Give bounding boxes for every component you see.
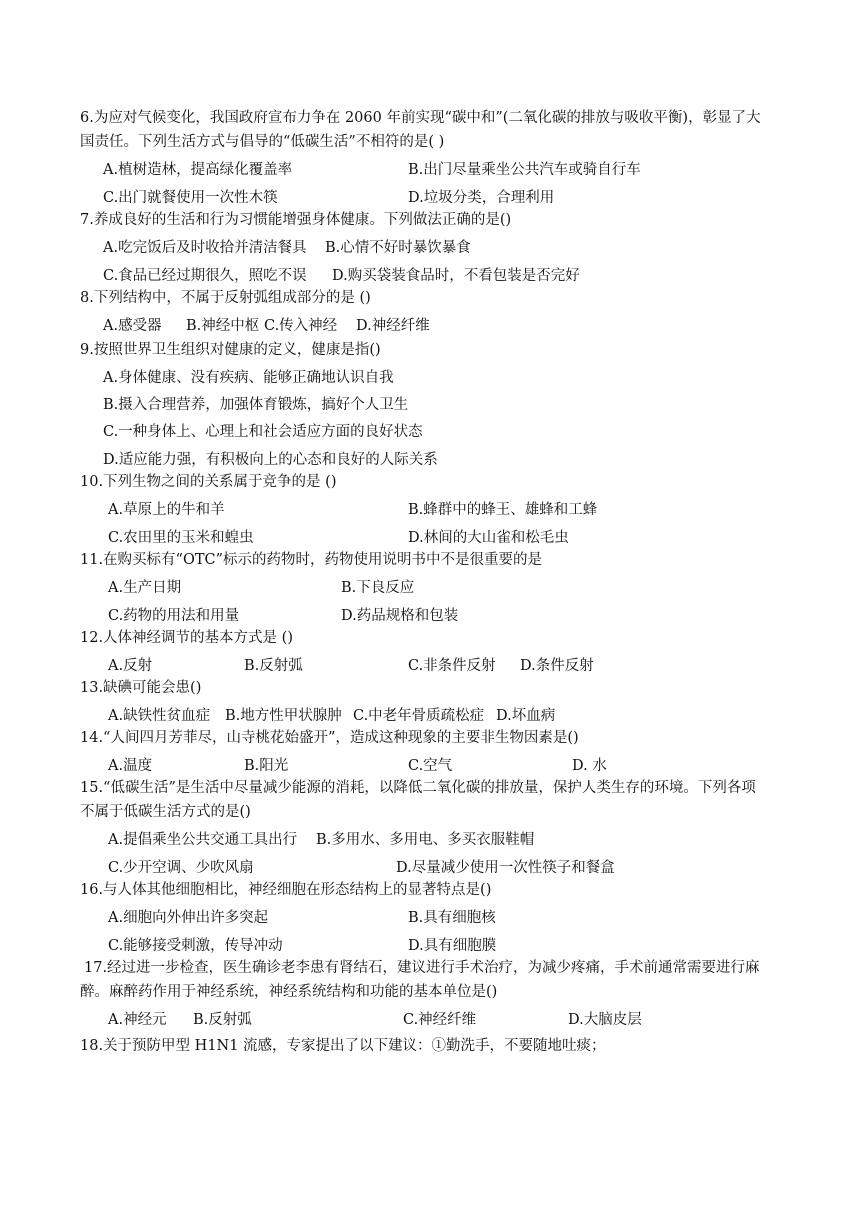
- question-6-option-b: B.出门尽量乘坐公共汽车或骑自行车: [408, 162, 641, 178]
- question-14-option-a: A.温度: [108, 758, 153, 774]
- question-9-option-b: B.摄入合理营养，加强体育锻炼，搞好个人卫生: [103, 397, 409, 413]
- question-11-option-d: D.药品规格和包装: [341, 608, 459, 624]
- question-9-stem: 9.按照世界卫生组织对健康的定义，健康是指(): [80, 342, 381, 358]
- question-17-stem-line-1: 17.经过进一步检查，医生确诊老李患有肾结石，建议进行手术治疗，为减少疼痛，手术前通常需要进行麻: [84, 960, 760, 976]
- question-6-stem-line-2: 国责任。下列生活方式与倡导的“低碳生活”不相符的是( ): [80, 134, 445, 150]
- question-16-stem: 16.与人体其他细胞相比，神经细胞在形态结构上的显著特点是(): [80, 882, 492, 898]
- question-7-option-a: A.吃完饭后及时收拾并清洁餐具: [103, 240, 307, 256]
- question-10-stem: 10.下列生物之间的关系属于竞争的是 (): [80, 474, 337, 490]
- question-14-option-b: B.阳光: [244, 758, 289, 774]
- question-6-stem-line-1: 6.为应对气候变化，我国政府宣布力争在 2060 年前实现“碳中和”(二氧化碳的排放与吸收平衡)，彰显了大: [80, 110, 761, 126]
- question-12-stem: 12.人体神经调节的基本方式是 (): [80, 630, 293, 646]
- question-6-option-a: A.植树造林，提高绿化覆盖率: [103, 162, 293, 178]
- question-17-option-b: B.反射弧: [193, 1012, 252, 1028]
- question-17-stem-line-2: 醉。麻醉药作用于神经系统，神经系统结构和功能的基本单位是(): [80, 984, 498, 1000]
- question-8-option-c: C.传入神经: [264, 318, 338, 334]
- question-13-option-d: D.坏血病: [496, 708, 556, 724]
- question-6-option-c: C.出门就餐使用一次性木筷: [103, 190, 278, 206]
- question-12-option-d: D.条件反射: [520, 658, 594, 674]
- question-16-option-d: D.具有细胞膜: [408, 938, 497, 954]
- question-10-option-d: D.林间的大山雀和松毛虫: [408, 530, 569, 546]
- question-8-option-a: A.感受器: [103, 318, 162, 334]
- question-12-option-b: B.反射弧: [244, 658, 303, 674]
- question-15-stem-line-2: 不属于低碳生活方式的是(): [80, 804, 251, 820]
- question-11-option-b: B.下良反应: [341, 580, 415, 596]
- question-17-option-d: D.大脑皮层: [568, 1012, 642, 1028]
- question-10-option-b: B.蜂群中的蜂王、雄蜂和工蜂: [408, 502, 598, 518]
- question-14-option-d: D. 水: [572, 758, 607, 774]
- question-14-stem: 14.“人间四月芳菲尽，山寺桃花始盛开”，造成这种现象的主要非生物因素是(): [80, 730, 579, 746]
- question-15-stem-line-1: 15.“低碳生活”是生活中尽量减少能源的消耗，以降低二氧化碳的排放量，保护人类生存的环境。下列各项: [80, 780, 756, 796]
- question-7-option-d: D.购买袋装食品时，不看包装是否完好: [332, 268, 580, 284]
- question-7-stem: 7.养成良好的生活和行为习惯能增强身体健康。下列做法正确的是(): [80, 212, 512, 228]
- question-9-option-d: D.适应能力强，有积极向上的心态和良好的人际关系: [103, 452, 438, 468]
- question-11-stem: 11.在购买标有“OTC”标示的药物时，药物使用说明书中不是很重要的是: [80, 552, 543, 568]
- question-15-option-d: D.尽量减少使用一次性筷子和餐盒: [396, 860, 615, 876]
- question-7-option-b: B.心情不好时暴饮暴食: [325, 240, 471, 256]
- question-17-option-c: C.神经纤维: [403, 1012, 477, 1028]
- question-8-option-b: B.神经中枢: [186, 318, 260, 334]
- question-12-option-c: C.非条件反射: [408, 658, 496, 674]
- question-18-stem: 18.关于预防甲型 H1N1 流感，专家提出了以下建议：①勤洗手，不要随地吐痰；: [80, 1038, 606, 1054]
- question-8-option-d: D.神经纤维: [356, 318, 430, 334]
- question-16-option-b: B.具有细胞核: [408, 910, 496, 926]
- question-15-option-b: B.多用水、多用电、多买衣服鞋帽: [316, 832, 535, 848]
- question-9-option-c: C.一种身体上、心理上和社会适应方面的良好状态: [103, 424, 423, 440]
- question-12-option-a: A.反射: [108, 658, 153, 674]
- question-6-option-d: D.垃圾分类，合理利用: [408, 190, 555, 206]
- question-13-stem: 13.缺碘可能会患(): [80, 680, 202, 696]
- question-11-option-a: A.生产日期: [108, 580, 182, 596]
- question-13-option-a: A.缺铁性贫血症: [108, 708, 211, 724]
- question-10-option-c: C.农田里的玉米和蝗虫: [108, 530, 254, 546]
- question-13-option-b: B.地方性甲状腺肿: [225, 708, 342, 724]
- question-8-stem: 8.下列结构中，不属于反射弧组成部分的是 (): [80, 290, 371, 306]
- question-10-option-a: A.草原上的牛和羊: [108, 502, 225, 518]
- question-11-option-c: C.药物的用法和用量: [108, 608, 240, 624]
- question-13-option-c: C.中老年骨质疏松症: [353, 708, 485, 724]
- question-14-option-c: C.空气: [408, 758, 453, 774]
- question-15-option-a: A.提倡乘坐公共交通工具出行: [108, 832, 298, 848]
- question-16-option-c: C.能够接受刺激，传导冲动: [108, 938, 283, 954]
- question-9-option-a: A.身体健康、没有疾病、能够正确地认识自我: [103, 370, 394, 386]
- question-15-option-c: C.少开空调、少吹风扇: [108, 860, 254, 876]
- question-17-option-a: A.神经元: [108, 1012, 167, 1028]
- question-7-option-c: C.食品已经过期很久，照吃不误: [103, 268, 307, 284]
- question-16-option-a: A.细胞向外伸出许多突起: [108, 910, 269, 926]
